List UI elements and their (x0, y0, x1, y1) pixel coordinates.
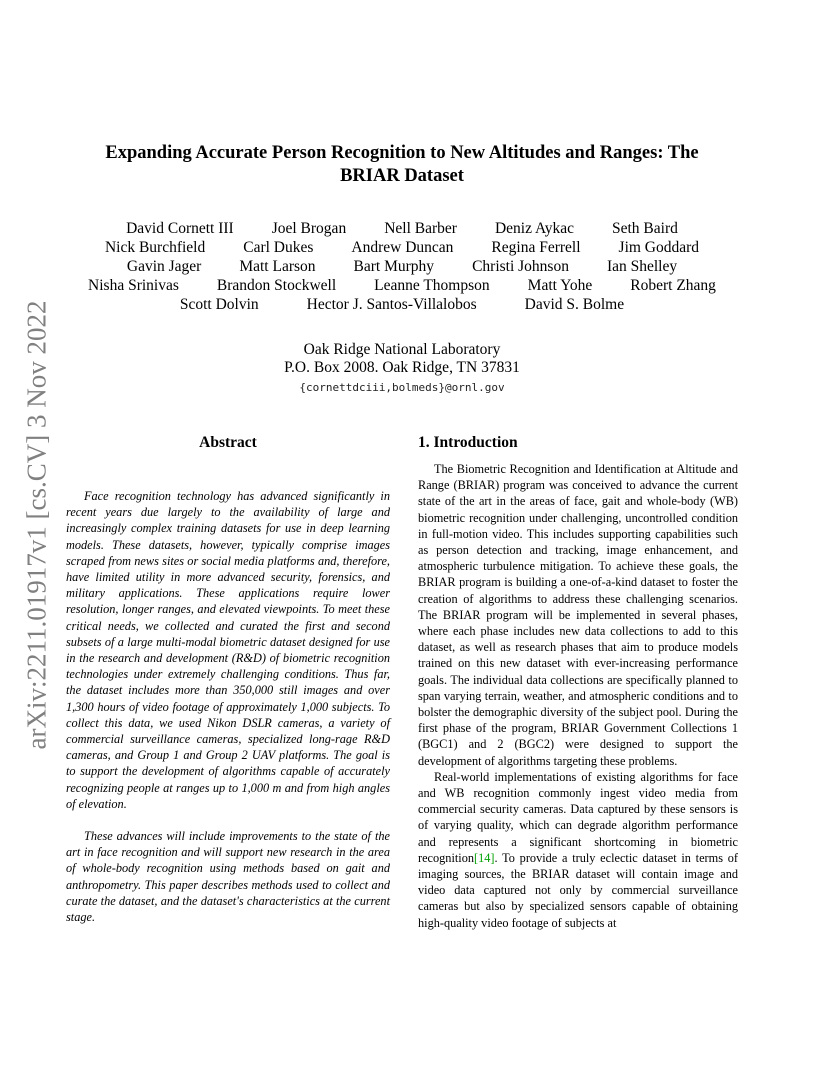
author-name: Joel Brogan (271, 220, 347, 237)
author-list (70, 219, 734, 314)
intro-paragraph-2-text: Real-world implementations of existing algorithms for face and WB recognition commonly ingest video media from commercial security cameras. Data captured by these sensors is of varying quality, which can degrade algorithm performance and represents a significant shortcoming in biometric recognition (418, 769, 738, 865)
author-name: Robert Zhang (630, 277, 716, 294)
author-name: Carl Dukes (243, 239, 314, 256)
arxiv-identifier-stamp (22, 290, 52, 760)
author-name: Ian Shelley (606, 258, 678, 275)
author-name: Deniz Aykac (494, 220, 574, 237)
introduction-heading: 1. Introduction (418, 434, 518, 451)
institution-address: P.O. Box 2008. Oak Ridge, TN 37831 (284, 359, 520, 376)
intro-paragraph-1: The Biometric Recognition and Identification at Altitude and Range (BRIAR) program was conceived to advance the current state of the art in the areas of face, gait and whole-body (WB) biometric recognition under challenging, uncontrolled condition in full-motion video. This includes supporting capabilities such as person detection and tracking, image enhancement, and atmospheric turbulence mitigation. To achieve these goals, the BRIAR program is building a one-of-a-kind dataset to foster the creation of algorithms to address these challenging scenarios. The BRIAR program will be implemented in several phases, where each phase includes new data collections to add to this dataset, as well as research phases that aim to produce models trained on this new dataset with ever-increasing performance goals. The individual data collections are specifically planned to span varying terrain, weather, and atmospheric conditions and to bolster the demographic diversity of the subject pool. During the first phase of the program, BRIAR Government Collections 1 (BGC1) and 2 (BGC2) were designed to support the development of algorithms targeting these problems. (418, 462, 738, 768)
author-name: Christi Johnson (472, 258, 569, 275)
title-line-1: Expanding Accurate Person Recognition to New Altitudes and Ranges: The (105, 143, 699, 163)
author-name: Scott Dolvin (179, 296, 259, 313)
abstract-paragraph-1: Face recognition technology has advanced significantly in recent years due largely to the availability of large and increasingly complex training datasets for use in deep learning models. These datasets, however, typically comprise images scraped from news sites or social media platforms and, therefore, have limited utility in more advanced security, forensics, and military applications. These applications require lower resolution, longer ranges, and elevated viewpoints. To meet these critical needs, we collected and curated the first and second subsets of a large multi-modal biometric dataset designed for use in the research and development (R&D) of biometric recognition technologies under extremely challenging conditions. Thus far, the dataset includes more than 350,000 still images and over 1,300 hours of video footage of approximately 1,000 subjects. To collect this data, we used Nikon DSLR cameras, a variety of commercial surveillance cameras, specialized long-rage R&D cameras, and Group 1 and Group 2 UAV platforms. The goal is to support the development of algorithms capable of accurately recognizing people at ranges up to 1,000 m and from high angles of elevation. (66, 489, 390, 811)
paper-title (70, 142, 734, 188)
author-name: Hector J. Santos-Villalobos (306, 296, 477, 313)
author-name: Jim Goddard (618, 239, 700, 256)
affiliation-block (70, 341, 734, 399)
author-name: Nick Burchfield (104, 239, 206, 256)
author-name: Nell Barber (384, 220, 457, 237)
abstract-body (66, 488, 390, 941)
introduction-body (418, 461, 738, 931)
intro-paragraph-2-text-cont: . To provide a truly eclectic dataset in terms of imaging sources, the BRIAR dataset will contain image and video data captured not only by commercial surveillance cameras but also by specialized sensors capable of obtaining high-quality video footage of subjects at (418, 850, 738, 930)
author-name: Seth Baird (612, 220, 678, 237)
author-name: Regina Ferrell (491, 239, 581, 256)
author-name: Andrew Duncan (351, 239, 454, 256)
author-name: Bart Murphy (353, 258, 435, 275)
arxiv-identifier-text: arXiv:2211.01917v1 [cs.CV] 3 Nov 2022 (21, 300, 52, 750)
author-name: David Cornett III (126, 220, 234, 237)
citation-link[interactable]: [14] (474, 850, 495, 865)
institution-name: Oak Ridge National Laboratory (303, 341, 501, 358)
author-row-5 (70, 295, 734, 314)
author-name: Leanne Thompson (374, 277, 490, 294)
author-row-2 (70, 238, 734, 257)
author-row-1 (70, 219, 734, 238)
author-name: Matt Larson (239, 258, 316, 275)
author-row-3 (70, 257, 734, 276)
abstract-heading: Abstract (199, 434, 257, 451)
author-name: Nisha Srinivas (88, 277, 179, 294)
author-name: Brandon Stockwell (216, 277, 337, 294)
intro-paragraph-2 (418, 769, 738, 931)
title-line-2: BRIAR Dataset (340, 166, 464, 186)
author-name: David S. Bolme (524, 296, 625, 313)
author-name: Gavin Jager (126, 258, 202, 275)
abstract-paragraph-2: These advances will include improvements to the state of the art in face recognition and will support new research in the area of whole-body recognition using methods based on gait and anthropometry. This paper describes methods used to collect and curate the dataset, and the dataset's characteristics at the current stage. (66, 829, 390, 925)
author-name: Matt Yohe (527, 277, 593, 294)
author-row-4 (70, 276, 734, 295)
author-email: {cornettdciii,bolmeds}@ornl.gov (299, 381, 505, 394)
